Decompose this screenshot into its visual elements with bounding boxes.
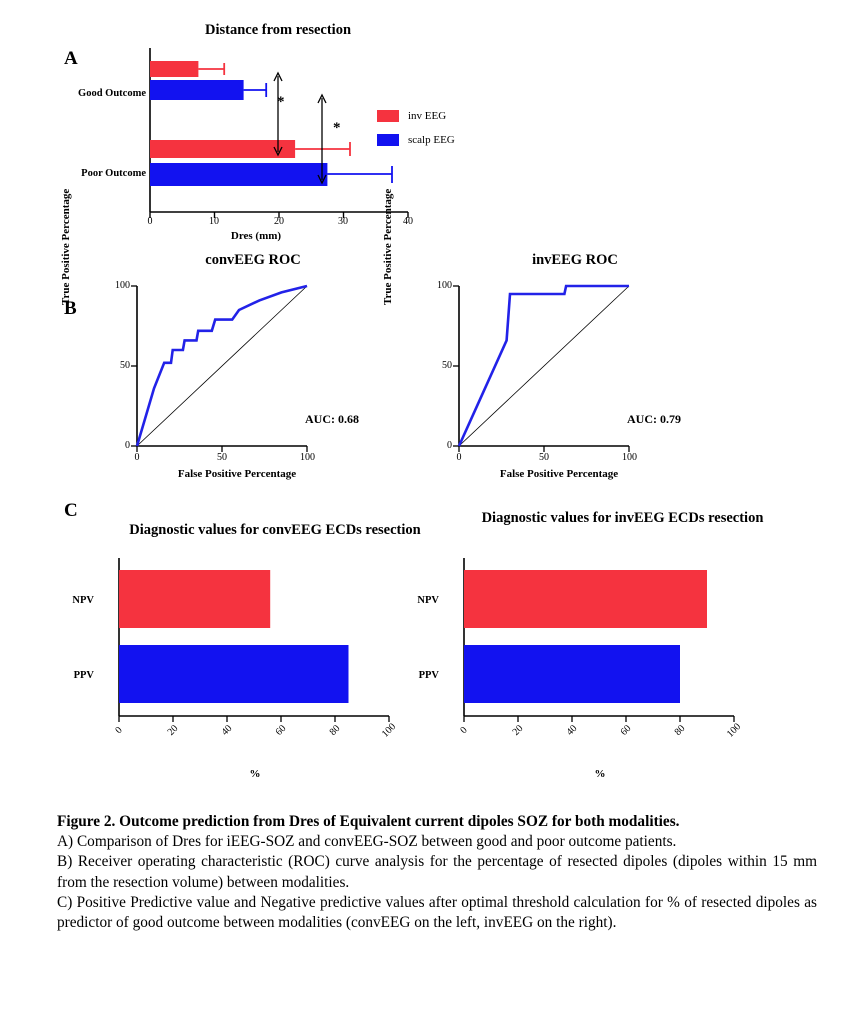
panel-letter-c: C <box>64 500 78 521</box>
panel-c-right-category-ppv: PPV <box>418 670 439 681</box>
panel-c-left-xtick-40: 40 <box>219 723 235 738</box>
caption-a: A) Comparison of Dres for iEEG-SOZ and convEEG-SOZ between good and poor outcome patients. <box>57 833 677 851</box>
panel-b-left-ytick-0: 0 <box>125 440 130 451</box>
panel-b-right-ytick-0: 0 <box>447 440 452 451</box>
panel-c-left-xtick-0: 0 <box>113 724 125 737</box>
panel-c-left-category-ppv: PPV <box>73 670 94 681</box>
panel-c-right-xtick-60: 60 <box>618 723 634 738</box>
panel-a-significance-star-2: * <box>333 120 341 136</box>
panel-a-significance-star-1: * <box>277 94 285 110</box>
panel-b-left-ytick-100: 100 <box>115 280 130 291</box>
panel-b-left-auc: AUC: 0.68 <box>305 412 359 426</box>
panel-c-right-xtick-20: 20 <box>510 723 526 738</box>
panel-c-right-category-npv: NPV <box>417 595 439 606</box>
panel-c-left-xtick-80: 80 <box>327 723 343 738</box>
caption-c: C) Positive Predictive value and Negative predictive values after optimal threshold calculation for % of resected dipoles as predictor of good outcome between modalities (convEEG on the left, invEEG on the right). <box>57 893 817 931</box>
legend-swatch-scalp-eeg <box>377 134 399 146</box>
panel-b-right-xtick-0: 0 <box>456 452 462 463</box>
panel-b-right-xaxis-label: False Positive Percentage <box>499 468 619 480</box>
panel-c-right-xtick-100: 100 <box>724 721 744 740</box>
panel-b-right-ytick-100: 100 <box>437 280 452 291</box>
panel-a-xtick-2: 20 <box>274 216 284 227</box>
caption-lead: Figure 2. Outcome prediction from Dres of Equivalent current dipoles SOZ for both modalities. <box>57 813 680 830</box>
panel-a-xtick-3: 30 <box>338 216 348 227</box>
panel-b-left-ytick-50: 50 <box>120 360 130 371</box>
panel-c-left-xtick-60: 60 <box>273 723 289 738</box>
panel-c-right-xaxis-label: % <box>594 768 606 780</box>
legend-label-inv-eeg: inv EEG <box>408 110 447 122</box>
panel-c-left-xtick-100: 100 <box>379 721 399 740</box>
legend-swatch-inv-eeg <box>377 110 399 122</box>
panel-c-left-category-npv: NPV <box>72 595 94 606</box>
panel-c-right-xtick-0: 0 <box>458 724 470 737</box>
panel-b-left-xtick-50: 50 <box>217 452 227 463</box>
panel-a-legend <box>377 110 455 146</box>
panel-b-left-xaxis-label: False Positive Percentage <box>177 468 297 480</box>
legend-label-scalp-eeg: scalp EEG <box>408 134 455 146</box>
panel-b-right-chart <box>422 278 722 458</box>
panel-b-right-yaxis-label: True Positive Percentage <box>382 188 394 305</box>
panel-c-left-xtick-20: 20 <box>165 723 181 738</box>
panel-c-right-chart <box>445 548 785 733</box>
panel-b-left-xtick-0: 0 <box>134 452 140 463</box>
panel-c-left-xaxis-label: % <box>249 768 261 780</box>
panel-b-right-ytick-50: 50 <box>442 360 452 371</box>
panel-c-right-title: Diagnostic values for invEEG ECDs resection <box>481 510 764 526</box>
panel-a-xtick-4: 40 <box>403 216 413 227</box>
panel-a-title: Distance from resection <box>204 22 352 38</box>
panel-b-left-xtick-100: 100 <box>300 452 315 463</box>
panel-b-left-yaxis-label: True Positive Percentage <box>60 188 72 305</box>
panel-c-left-title: Diagnostic values for convEEG ECDs resection <box>129 522 421 538</box>
panel-b-right-auc: AUC: 0.79 <box>627 412 681 426</box>
panel-b-left-title: convEEG ROC <box>205 252 301 268</box>
panel-c-right-xtick-80: 80 <box>672 723 688 738</box>
panel-b-right-xtick-50: 50 <box>539 452 549 463</box>
caption-b: B) Receiver operating characteristic (ROC) curve analysis for the percentage of resected dipoles (dipoles within 15 mm from the resection volume) between modalities. <box>57 853 817 891</box>
panel-letter-a: A <box>64 48 78 69</box>
panel-a-xtick-1: 10 <box>209 216 219 227</box>
panel-a-xaxis-label: Dres (mm) <box>230 230 282 242</box>
figure-caption <box>57 812 817 933</box>
panel-c-left-chart <box>100 548 440 733</box>
panel-c-right-xtick-40: 40 <box>564 723 580 738</box>
panel-a-category-poor: Poor Outcome <box>81 168 146 179</box>
panel-b-right-title: invEEG ROC <box>532 252 618 268</box>
panel-b-right-xtick-100: 100 <box>622 452 637 463</box>
panel-letter-b: B <box>64 298 77 319</box>
panel-a-category-good: Good Outcome <box>78 88 146 99</box>
panel-a-xtick-0: 0 <box>147 216 153 227</box>
